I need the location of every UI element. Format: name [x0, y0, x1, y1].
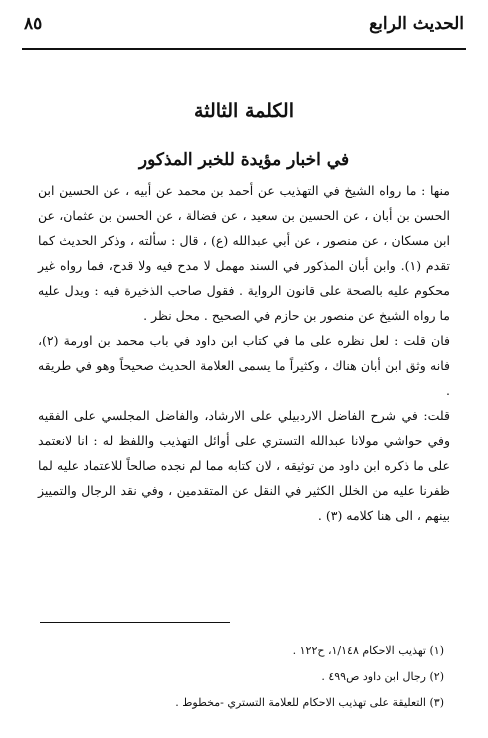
chapter-title: الحديث الرابع — [369, 14, 464, 34]
section-subtitle: في اخبار مؤيدة للخبر المذكور — [138, 150, 350, 170]
section-title: الكلمة الثالثة — [194, 100, 294, 122]
paragraph: منها : ما رواه الشيخ في التهذيب عن أحمد بن محمد عن أبيه ، عن الحسين ابن الحسن بن أبان ، عن الحسين بن سعيد ، عن فضالة ، عن الحسن بن عثمان، عن ابن مسكان ، عن منصور ، عن أبي عبدالله (ع) ، قال : سألته ، وذكر الحديث كما تقدم (١). وابن أبان المذكور في السند مهمل لا مدح فيه ولا قدح، فما رواه غير محكوم عليه بالصحة على قانون الرواية . فقول صاحب الذخيرة فيه : ويدل عليه ما رواه الشيخ عن منصور بن حازم في الصحيح . محل نظر . — [38, 183, 451, 323]
body-text — [38, 178, 450, 528]
footnote: (١) تهذيب الاحكام ١/١٤٨، ح١٢٢ . — [292, 644, 444, 657]
paragraph: قلت: في شرح الفاضل الاردبيلي على الارشاد، والفاضل المجلسي على الفقيه وفي حواشي مولانا عبدالله التستري على أوائل التهذيب واللفظ له : انا لانعتمد على ما ذكره ابن داود من توثيقه ، لان كتابه مما لم نجده صالحاً للاعتماد عليه لما ظفرنا عليه من الخلل الكثير في النقل عن المتقدمين ، وفي نقد الرجال والتمييز بينهم ، الى هنا كلامه (٣) . — [38, 408, 450, 523]
footnote-rule — [40, 622, 230, 623]
footnote: (٣) التعليقة على تهذيب الاحكام للعلامة التستري -مخطوط . — [175, 696, 444, 709]
paragraph: فان قلت : لعل نظره على ما في كتاب ابن داود في باب محمد بن اورمة (٢)، فانه وثق ابن أبان هناك ، وكثيراً ما يسمى العلامة الحديث صحيحاً وهو في طريقه . — [38, 333, 450, 398]
running-header — [24, 14, 464, 48]
footnotes — [40, 638, 444, 716]
footnote: (٢) رجال ابن داود ص٤٩٩ . — [321, 670, 444, 683]
page-number: ٨٥ — [24, 14, 43, 34]
header-rule — [22, 48, 466, 50]
